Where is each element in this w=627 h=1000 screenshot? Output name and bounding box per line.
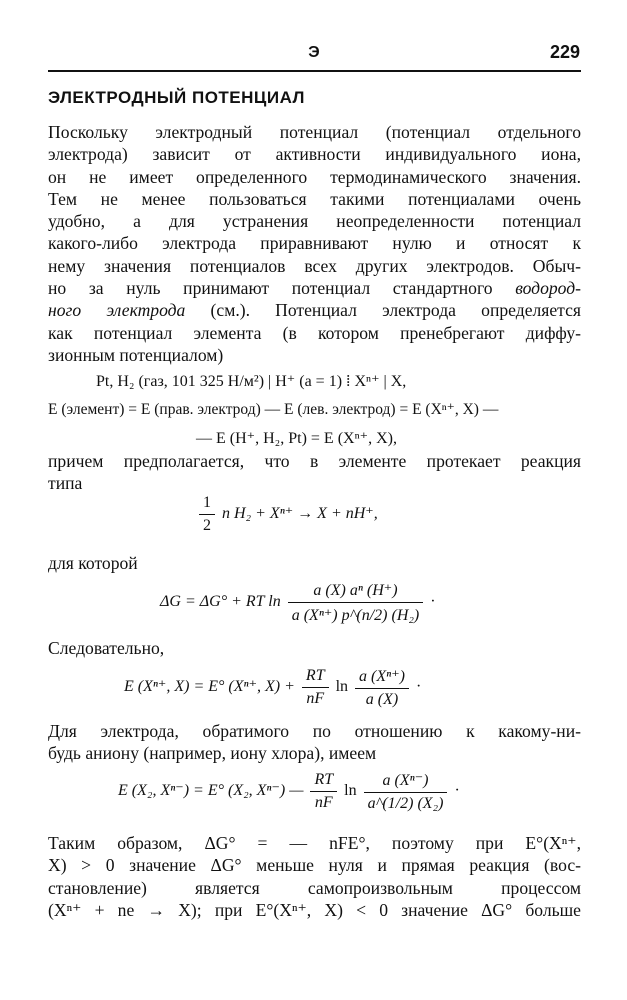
- paragraph-reaction: [48, 450, 581, 495]
- italic-term: водород-: [515, 278, 581, 299]
- header-rule: [48, 70, 581, 72]
- text-line: Таким образом, ΔG° = — nFE°, поэтому при E°(Xⁿ⁺,: [48, 833, 581, 853]
- paragraph-for-which: [48, 552, 581, 574]
- fraction-numerator: RT: [310, 771, 337, 792]
- fraction-numerator: a (X) aⁿ (H⁺): [288, 580, 424, 603]
- text-line: нему значения потенциалов всех других электродов. Обыч-: [48, 255, 581, 276]
- text-line: [48, 277, 581, 299]
- paragraph-intro: [48, 121, 581, 366]
- fraction-numerator: a (Xⁿ⁺): [355, 666, 409, 689]
- text-line: Для электрода, обратимого по отношению к какому-ни-: [48, 721, 581, 741]
- reaction-equation: [196, 494, 378, 535]
- text-line: электрода) зависит от активности индивидуального иона,: [48, 144, 581, 165]
- article-title: ЭЛЕКТРОДНЫЙ ПОТЕНЦИАЛ: [48, 88, 305, 107]
- gibbs-equation: [160, 580, 436, 625]
- text-line: Следовательно,: [48, 638, 165, 658]
- equation-text: ln: [335, 678, 349, 696]
- fraction-denominator: nF: [314, 794, 333, 811]
- text-line: типа: [48, 473, 83, 494]
- nernst-cation-equation: [124, 666, 421, 709]
- text-line: Тем не менее пользоваться такими потенциалами очень: [48, 188, 581, 209]
- fraction: [199, 494, 215, 535]
- page-number: 229: [549, 42, 580, 62]
- nernst-anion-equation: [118, 770, 460, 813]
- fraction-denominator: nF: [306, 690, 325, 707]
- fraction: [302, 667, 329, 708]
- page-header: [48, 38, 580, 68]
- equation-text: ln: [344, 782, 357, 800]
- text-line: он не имеет определенного термодинамического значения.: [48, 166, 581, 187]
- text-line: удобно, а для устранения неопределенности потенциал: [48, 211, 581, 232]
- text-line: будь аниону (например, иону хлора), имеем: [48, 743, 377, 764]
- text-line: [48, 299, 581, 321]
- emf-equation-line1: [48, 400, 498, 419]
- equation-text: n H₂ + Xⁿ⁺ → X + nH⁺,: [222, 505, 378, 523]
- text-line: становление) является самопроизвольным процессом: [48, 877, 581, 898]
- fraction: [310, 771, 337, 812]
- paragraph-anion: [48, 720, 581, 765]
- equation-dot: ·: [454, 782, 460, 800]
- fraction-numerator: 1: [199, 494, 215, 515]
- italic-term: ного электрода: [48, 300, 186, 321]
- text-line: X) > 0 значение ΔG° меньше нуля и прямая реакция (вос-: [48, 855, 581, 876]
- fraction: [288, 580, 424, 625]
- emf-equation-line2: — E (H⁺, H₂, Pt) = E (Xⁿ⁺, X),: [196, 430, 397, 447]
- text-line: (Xⁿ⁺ + ne → X); при E°(Xⁿ⁺, X) < 0 значение ΔG° больше: [48, 899, 581, 920]
- paragraph-therefore: [48, 637, 581, 659]
- paragraph-conclusion: [48, 832, 581, 921]
- equation-dot: ·: [415, 678, 422, 696]
- section-letter: Э: [308, 44, 320, 61]
- equation-text: E (Xⁿ⁺, X) = E° (Xⁿ⁺, X) +: [124, 678, 295, 696]
- equation-text: E (элемент) = E (прав. электрод) — E (лев. электрод) = E (Xⁿ⁺, X) —: [48, 401, 499, 418]
- fraction-denominator: 2: [203, 517, 211, 534]
- text-segment: но за нуль принимают потенциал стандартного: [48, 278, 493, 299]
- fraction-denominator: a (Xⁿ⁺) p^(n/2) (H₂): [291, 607, 420, 624]
- text-line: зионным потенциалом): [48, 344, 224, 365]
- equation-text: ΔG = ΔG° + RT ln: [160, 593, 281, 611]
- fraction: [355, 666, 409, 709]
- text-line: какого-либо электрода приравнивают нулю и относят к: [48, 233, 581, 254]
- text-line: причем предполагается, что в элементе протекает реакция: [48, 451, 581, 471]
- cell-scheme-equation: Pt, H₂ (газ, 101 325 Н/м²) | H⁺ (a = 1) ⁞ Xⁿ⁺ | X,: [96, 373, 407, 390]
- text-line: как потенциал элемента (в котором пренебрегают диффу-: [48, 322, 581, 343]
- text-line: Поскольку электродный потенциал (потенциал отдельного: [48, 122, 581, 142]
- fraction-numerator: a (Xⁿ⁻): [364, 770, 448, 793]
- fraction-denominator: a^(1/2) (X₂): [367, 795, 444, 812]
- fraction: [364, 770, 448, 813]
- equation-dot: ·: [430, 593, 436, 611]
- text-line: для которой: [48, 553, 138, 573]
- fraction-numerator: RT: [302, 667, 329, 688]
- equation-text: E (X₂, Xⁿ⁻) = E° (X₂, Xⁿ⁻) —: [118, 782, 304, 800]
- fraction-denominator: a (X): [365, 691, 399, 708]
- text-segment: (см.). Потенциал электрода определяется: [185, 300, 581, 321]
